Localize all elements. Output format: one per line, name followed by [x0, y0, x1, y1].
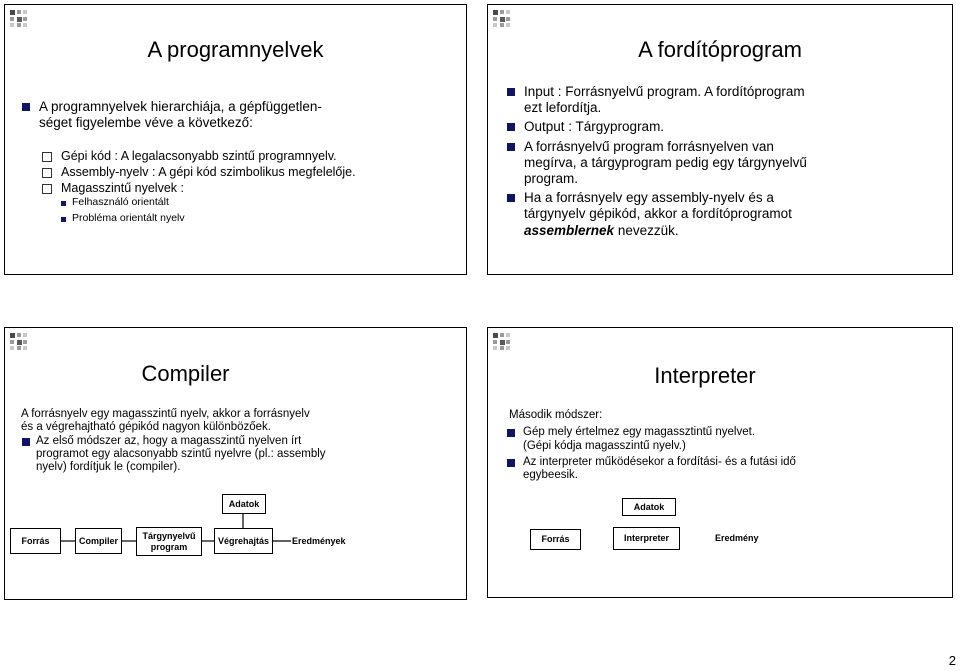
- bullet-square-icon: [507, 429, 515, 437]
- bullet-line: nyelv) fordítjuk le (compiler).: [36, 461, 181, 474]
- list-item-text: Gépi kód : A legalacsonyabb szintű programnyelv.: [61, 149, 337, 163]
- diagram-label-eredmenyek: Eredmények: [292, 536, 346, 546]
- text-line: A forrásnyelv egy magasszintű nyelv, akkor a forrásnyelv: [21, 408, 310, 420]
- diagram-box-adatok: Adatok: [622, 498, 676, 516]
- bullet-line: Az első módszer az, hogy a magasszintű nyelven írt: [36, 435, 302, 447]
- slide-title: Compiler: [141, 361, 230, 386]
- box-line: program: [150, 541, 188, 552]
- list-item-text: Magasszintű nyelvek :: [61, 181, 184, 195]
- bullet-square-icon: [507, 459, 515, 467]
- diagram-box-forras: Forrás: [10, 528, 61, 554]
- bullet-line: A programnyelvek hierarchiája, a gépfüggetlen-: [39, 99, 322, 114]
- diagram-label-eredmeny: Eredmény: [715, 533, 759, 543]
- diagram-box-adatok: Adatok: [222, 494, 266, 514]
- bullet-line: Az interpreter működésekor a fordítási- és a futási idő: [523, 455, 796, 468]
- bullet-line: (Gépi kódja magasszintű nyelv.): [523, 439, 686, 452]
- page-number: 2: [948, 653, 956, 668]
- slide-title: A fordítóprogram: [638, 37, 802, 62]
- bullet-line: Output : Tárgyprogram.: [524, 119, 665, 135]
- slide-title: A programnyelvek: [147, 37, 324, 62]
- bullet-line: ezt lefordítja.: [524, 100, 602, 116]
- text-line: és a végrehajtható gépikód nagyon különbözőek.: [21, 421, 271, 434]
- box-line: Tárgynyelvű: [142, 531, 196, 542]
- emphasis-assemblernek: assemblernek: [524, 222, 615, 238]
- bullet-line: A forrásnyelvű program forrásnyelven van: [524, 138, 774, 154]
- diagram-box-interpreter: Interpreter: [613, 527, 680, 550]
- bullet-line: megírva, a tárgyprogram pedig egy tárgynyelvű: [524, 154, 807, 170]
- bullet-line: programot egy alacsonyabb szintű nyelvre (pl.: assembly: [36, 448, 326, 461]
- bullet-line: Ha a forrásnyelv egy assembly-nyelv és a: [524, 190, 774, 206]
- bullet-line: Gép mely értelmez egy magassztintű nyelvet.: [523, 426, 756, 438]
- intro-text: Második módszer:: [509, 409, 603, 421]
- sub-list-item-text: Felhasználó orientált: [72, 196, 169, 208]
- slide-interpreter: [487, 327, 953, 598]
- diagram-box-forras: Forrás: [530, 529, 581, 550]
- bullet-line: program.: [524, 170, 579, 186]
- slide-title: Interpreter: [654, 363, 756, 388]
- sub-list-item-text: Probléma orientált nyelv: [72, 211, 185, 224]
- bullet-line: Input : Forrásnyelvű program. A fordítóprogram: [524, 84, 805, 99]
- slide-corner-grid-icon: [493, 333, 511, 351]
- diagram-box-compiler: Compiler: [75, 528, 122, 554]
- bullet-item: [506, 456, 946, 484]
- bullet-line: nevezzük.: [614, 222, 679, 238]
- bullet-line: egybeesik.: [523, 469, 578, 482]
- bullet-line: séget figyelembe véve a következő:: [39, 115, 253, 131]
- diagram-box-vegrehajtas: Végrehajtás: [214, 528, 273, 554]
- diagram-box-targyprogram: [136, 527, 202, 556]
- list-item-text: Assembly-nyelv : A gépi kód szimbolikus megfelelője.: [61, 165, 356, 179]
- bullet-line: tárgynyelv gépikód, akkor a fordítóprogramot: [524, 206, 792, 222]
- bullet-item: [506, 426, 946, 454]
